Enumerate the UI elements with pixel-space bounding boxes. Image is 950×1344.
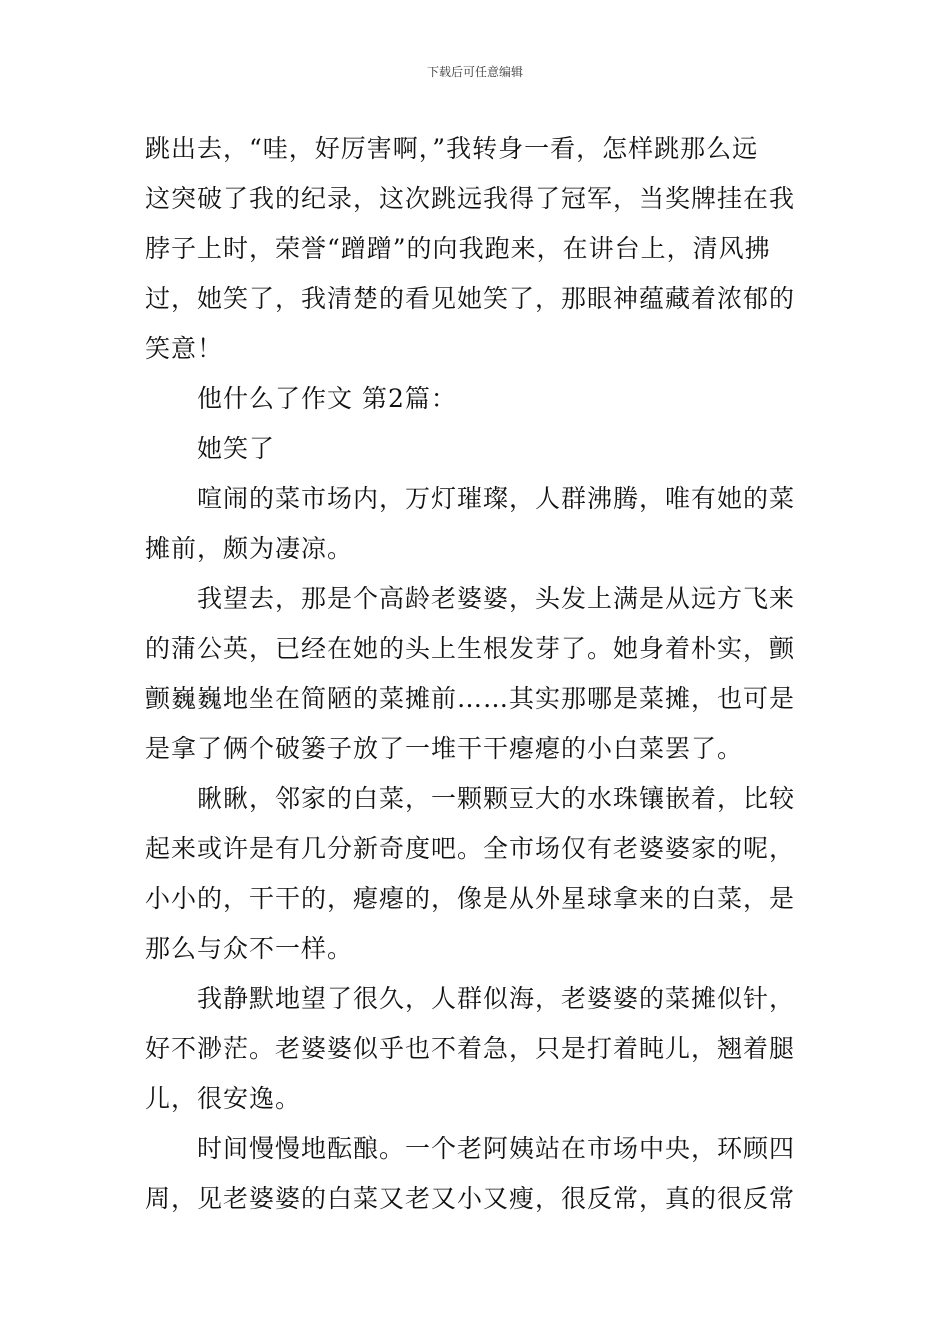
text-line: 我望去，那是个高龄老婆婆，头发上满是从远方飞来 (197, 584, 796, 613)
text-line: 摊前，颇为凄凉。 (145, 534, 354, 563)
text-line: 笑意！ (145, 334, 224, 363)
text-line: 她笑了 (197, 434, 276, 463)
text-line: 好不渺茫。老婆婆似乎也不着急，只是打着盹儿，翘着腿 (145, 1034, 796, 1063)
text-line: 过，她笑了，我清楚的看见她笑了，那眼神蕴藏着浓郁的 (145, 284, 796, 313)
text-line: 起来或许是有几分新奇度吧。全市场仅有老婆婆家的呢， (145, 834, 796, 863)
text-line: 喧闹的菜市场内，万灯璀璨，人群沸腾，唯有她的菜 (197, 484, 796, 513)
document-body (145, 124, 810, 1224)
text-line: 是拿了俩个破篓子放了一堆干干瘪瘪的小白菜罢了。 (145, 734, 744, 763)
text-line: 的蒲公英，已经在她的头上生根发芽了。她身着朴实，颤 (145, 634, 796, 663)
page-header: 下载后可任意编辑 (426, 65, 523, 79)
text-line: 他什么了作文 第2篇： (197, 384, 457, 413)
text-line: 儿，很安逸。 (145, 1084, 302, 1113)
text-line: 瞅瞅，邻家的白菜，一颗颗豆大的水珠镶嵌着，比较 (197, 784, 796, 813)
text-line: 脖子上时，荣誉“蹭蹭”的向我跑来，在讲台上，清风拂 (145, 234, 771, 263)
text-line: 我静默地望了很久，人群似海，老婆婆的菜摊似针， (197, 984, 796, 1013)
text-line: 这突破了我的纪录，这次跳远我得了冠军，当奖牌挂在我 (145, 184, 796, 213)
text-line: 时间慢慢地酝酿。一个老阿姨站在市场中央，环顾四 (197, 1134, 796, 1163)
text-line: 跳出去，“哇，好厉害啊，”我转身一看，怎样跳那么远 (145, 134, 759, 163)
text-line: 那么与众不一样。 (145, 934, 354, 963)
text-line: 颤巍巍地坐在简陋的菜摊前……其实那哪是菜摊，也可是 (145, 684, 796, 713)
text-line: 小小的，干干的，瘪瘪的，像是从外星球拿来的白菜，是 (145, 884, 796, 913)
text-line: 周，见老婆婆的白菜又老又小又瘦，很反常，真的很反常 (145, 1184, 796, 1213)
